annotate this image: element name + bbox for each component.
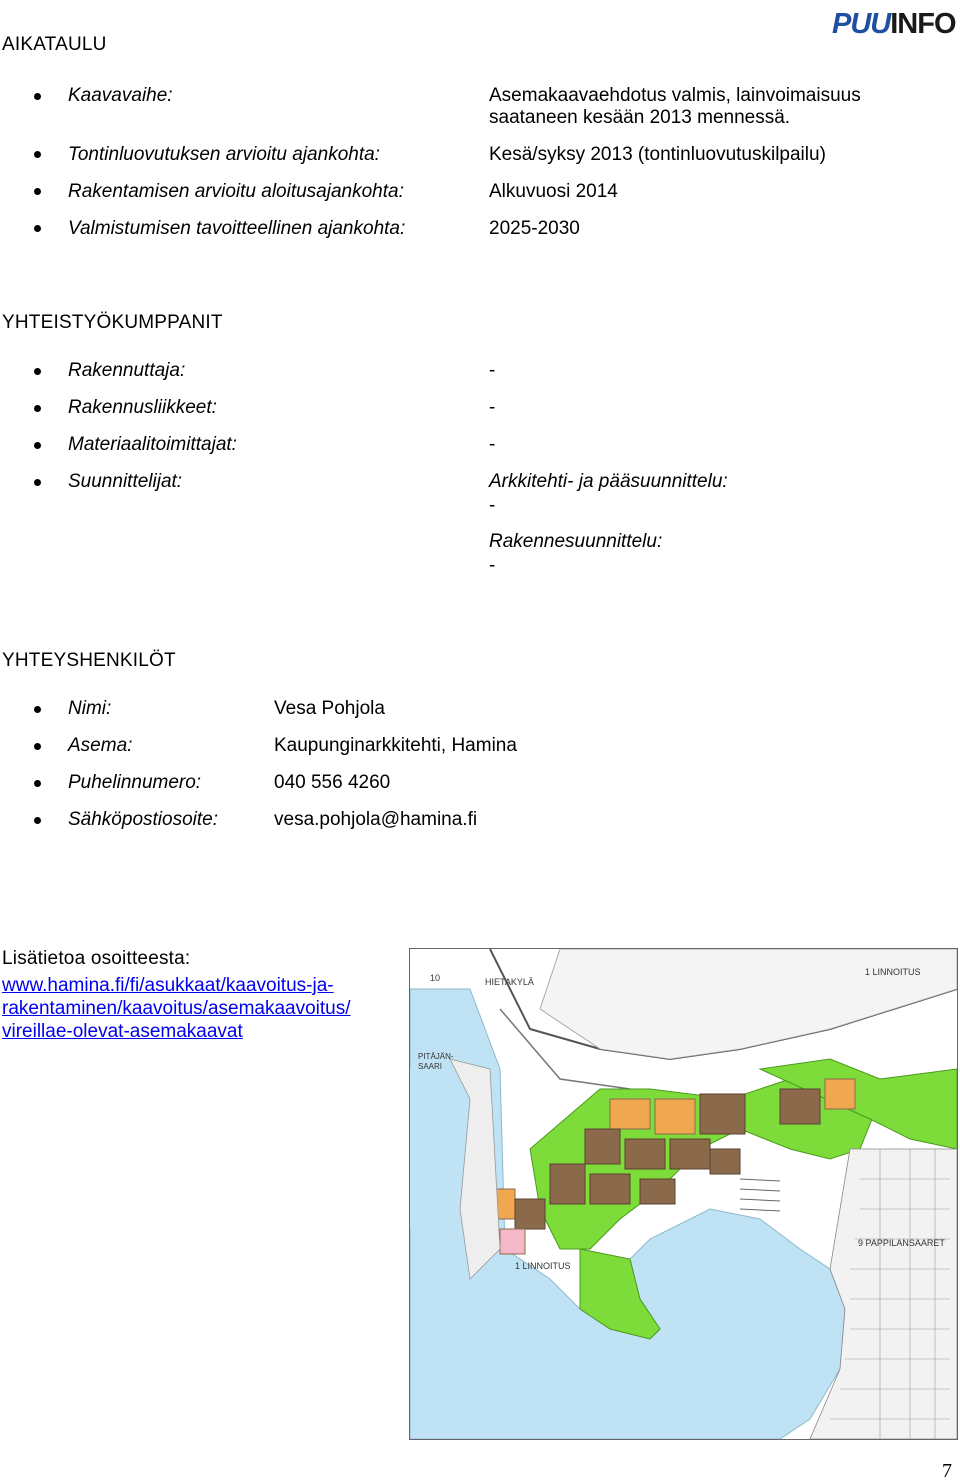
partners-label-rakennuttaja: Rakennuttaja: bbox=[68, 360, 186, 381]
bullet-icon bbox=[34, 405, 41, 412]
more-info-link-line1[interactable]: www.hamina.fi/fi/asukkaat/kaavoitus-ja- bbox=[2, 975, 334, 996]
partners-sub1-label: Arkkitehti- ja pääsuunnittelu: bbox=[489, 471, 728, 492]
partners-sub1-value: - bbox=[489, 495, 496, 516]
schedule-value-valmistuminen: 2025-2030 bbox=[489, 218, 580, 239]
map-block bbox=[670, 1139, 710, 1169]
map-block bbox=[710, 1149, 740, 1174]
map-block bbox=[550, 1164, 585, 1204]
logo-info: INFO bbox=[890, 8, 956, 40]
contacts-label-puhelin: Puhelinnumero: bbox=[68, 772, 202, 793]
logo-puu: PUU bbox=[832, 8, 891, 40]
map-block bbox=[515, 1199, 545, 1229]
schedule-label-kaavavaihe: Kaavavaihe: bbox=[68, 85, 173, 106]
contacts-value-asema: Kaupunginarkkitehti, Hamina bbox=[274, 735, 517, 756]
schedule-value-tontinluovutus: Kesä/syksy 2013 (tontinluovutuskilpailu) bbox=[489, 144, 826, 165]
bullet-icon bbox=[34, 817, 41, 824]
map-label-pitajan: PITÄJÄN- bbox=[418, 1052, 454, 1061]
schedule-value-aloitus: Alkuvuosi 2014 bbox=[489, 181, 618, 202]
map-block bbox=[590, 1174, 630, 1204]
bullet-icon bbox=[34, 368, 41, 375]
partners-value-materiaalit: - bbox=[489, 434, 496, 455]
partners-heading: YHTEISTYÖKUMPPANIT bbox=[2, 312, 223, 333]
map-label-hietakyla: HIETAKYLÄ bbox=[485, 977, 534, 987]
bullet-icon bbox=[34, 442, 41, 449]
schedule-label-valmistuminen: Valmistumisen tavoitteellinen ajankohta: bbox=[68, 218, 406, 239]
map-block bbox=[700, 1094, 745, 1134]
schedule-value-kaavavaihe-2: saataneen kesään 2013 mennessä. bbox=[489, 107, 791, 128]
partners-label-rakennusliikkeet: Rakennusliikkeet: bbox=[68, 397, 217, 418]
contacts-value-nimi: Vesa Pohjola bbox=[274, 698, 385, 719]
contacts-value-sahkoposti: vesa.pohjola@hamina.fi bbox=[274, 809, 478, 830]
partners-sub2-label: Rakennesuunnittelu: bbox=[489, 531, 663, 552]
contacts-value-puhelin: 040 556 4260 bbox=[274, 772, 391, 793]
bullet-icon bbox=[34, 479, 41, 486]
schedule-label-aloitus: Rakentamisen arvioitu aloitusajankohta: bbox=[68, 181, 404, 202]
more-info-heading: Lisätietoa osoitteesta: bbox=[2, 948, 191, 969]
bullet-icon bbox=[34, 225, 41, 232]
bullet-icon bbox=[34, 780, 41, 787]
map-block-pink bbox=[500, 1229, 525, 1254]
partners-label-suunnittelijat: Suunnittelijat: bbox=[68, 471, 183, 492]
contacts-label-sahkoposti: Sähköpostiosoite: bbox=[68, 809, 218, 830]
bullet-icon bbox=[34, 93, 41, 100]
partners-label-materiaalit: Materiaalitoimittajat: bbox=[68, 434, 237, 455]
more-info-link-line3[interactable]: vireillae-olevat-asemakaavat bbox=[2, 1021, 243, 1042]
map-label-linnoitus-water: 1 LINNOITUS bbox=[515, 1261, 571, 1271]
map-label-pappilansaaret: 9 PAPPILANSAARET bbox=[858, 1238, 945, 1248]
contacts-label-nimi: Nimi: bbox=[68, 698, 112, 719]
puuinfo-logo bbox=[832, 8, 956, 40]
map-block bbox=[625, 1139, 665, 1169]
more-info-link-line2[interactable]: rakentaminen/kaavoitus/asemakaavoitus/ bbox=[2, 998, 351, 1019]
map-block bbox=[825, 1079, 855, 1109]
map-block bbox=[585, 1129, 620, 1164]
schedule-heading: AIKATAULU bbox=[2, 34, 107, 55]
map-block bbox=[655, 1099, 695, 1134]
partners-sub2-value: - bbox=[489, 555, 496, 576]
contacts-heading: YHTEYSHENKILÖT bbox=[2, 650, 176, 671]
map-label-linnoitus-top: 1 LINNOITUS bbox=[865, 967, 921, 977]
page-number: 7 bbox=[942, 1460, 952, 1482]
plan-map-image bbox=[409, 948, 958, 1440]
bullet-icon bbox=[34, 151, 41, 158]
map-label-10: 10 bbox=[430, 973, 441, 983]
map-block bbox=[640, 1179, 675, 1204]
bullet-icon bbox=[34, 706, 41, 713]
map-block bbox=[610, 1099, 650, 1129]
partners-value-rakennuttaja: - bbox=[489, 360, 496, 381]
schedule-value-kaavavaihe-1: Asemakaavaehdotus valmis, lainvoimaisuus bbox=[489, 85, 861, 106]
partners-value-rakennusliikkeet: - bbox=[489, 397, 496, 418]
map-label-saari: SAARI bbox=[418, 1062, 443, 1071]
map-block bbox=[780, 1089, 820, 1124]
schedule-label-tontinluovutus: Tontinluovutuksen arvioitu ajankohta: bbox=[68, 144, 380, 165]
plan-map-svg bbox=[410, 949, 957, 1439]
bullet-icon bbox=[34, 188, 41, 195]
contacts-label-asema: Asema: bbox=[68, 735, 133, 756]
bullet-icon bbox=[34, 743, 41, 750]
